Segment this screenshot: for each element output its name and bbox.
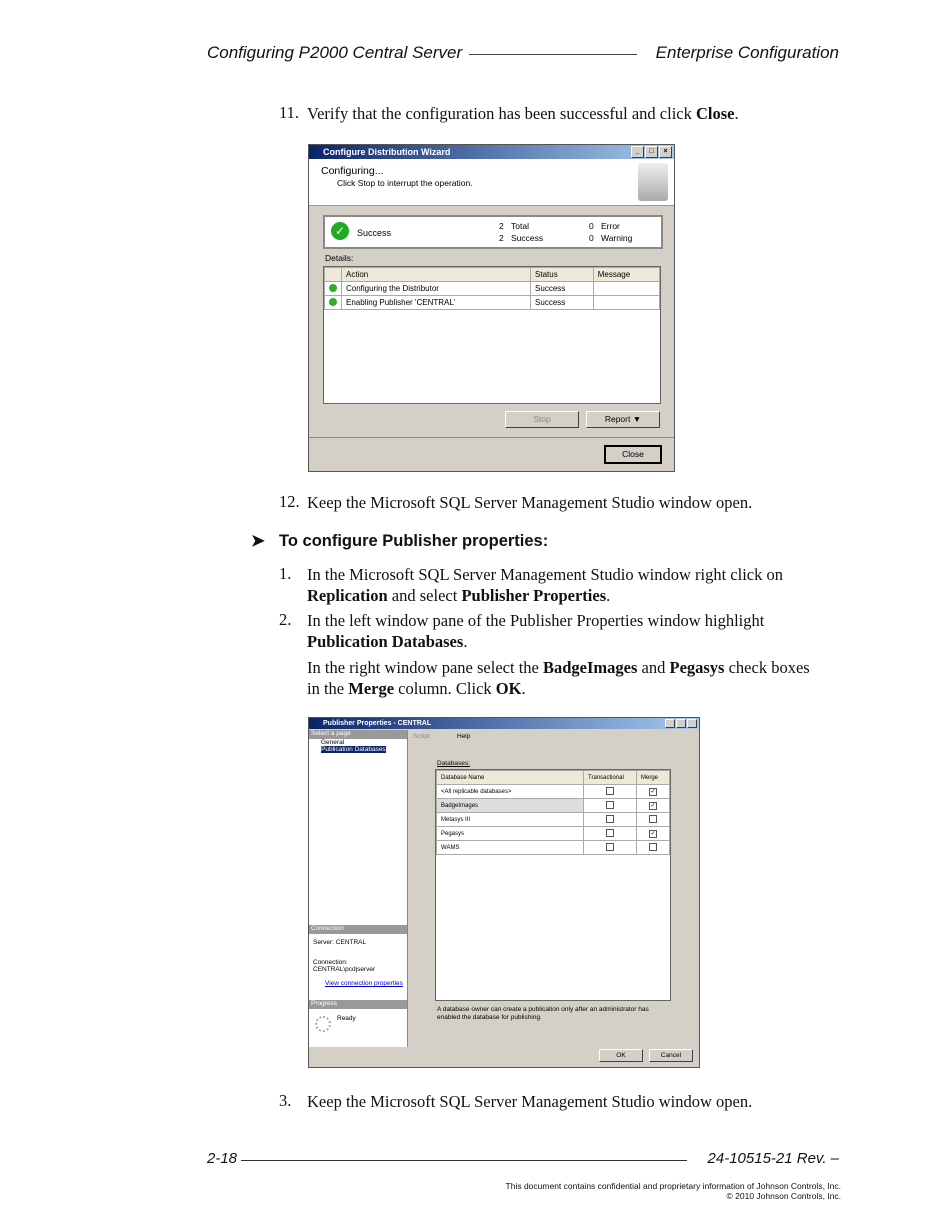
wizard-heading: Configuring... [321,165,384,177]
merge-checkbox[interactable]: ✓ [650,802,656,809]
progress-icon [315,1016,331,1032]
copyright-line: © 2010 Johnson Controls, Inc. [726,1191,841,1201]
databases-grid [435,769,671,1001]
publisher-titlebar: Publisher Properties - CENTRAL [309,718,699,729]
databases-label: Databases: [437,760,470,767]
task-heading: ➤ To configure Publisher properties: [251,532,549,550]
db-name: WAMS [437,841,584,855]
server-icon [638,163,668,201]
ok-button[interactable]: OK [599,1049,643,1062]
db-name: Metasys III [437,813,584,827]
maximize-button[interactable] [676,719,686,728]
minimize-button[interactable] [665,719,675,728]
table-row[interactable] [437,827,670,841]
column-transactional: Transactional [584,771,637,785]
step-2-number: 2. [279,610,292,629]
error-count: 0 [589,221,594,231]
header-right: Enterprise Configuration [655,43,839,62]
total-count: 2 [499,221,504,231]
table-row[interactable] [437,785,670,799]
page-number: 2-18 [207,1150,238,1167]
footer-rule [241,1160,687,1161]
summary-panel [323,215,663,249]
transactional-checkbox[interactable] [606,787,614,795]
step-12-text: Keep the Microsoft SQL Server Management Studio window open. [307,493,753,512]
step-11-text: Verify that the configuration has been successful and click Close. [307,104,739,123]
step-3-text: Keep the Microsoft SQL Server Management Studio window open. [307,1092,753,1111]
merge-checkbox[interactable] [649,815,657,823]
db-name: Pegasys [437,827,584,841]
row-status: Success [531,282,594,296]
page-footer [207,1150,839,1170]
minimize-button[interactable]: _ [631,146,644,158]
table-row[interactable] [437,841,670,855]
wizard-titlebar: Configure Distribution Wizard _ □ × [309,145,674,159]
help-button[interactable]: Help [457,733,471,740]
connection-header: Connection [309,925,407,934]
db-name: <All replicable databases> [437,785,584,799]
publishing-note: A database owner can create a publication only after an administrator has enabled the database for publishing. [437,1006,649,1021]
page-general[interactable]: General [321,739,345,746]
confidentiality-notice [506,1181,841,1201]
step-11-number: 11. [279,103,300,122]
merge-checkbox[interactable]: ✓ [650,788,656,795]
table-row[interactable] [437,799,670,813]
confidential-line: This document contains confidential and proprietary information of Johnson Controls, Inc. [505,1181,841,1191]
details-label: Details: [325,253,354,263]
row-action: Configuring the Distributor [342,282,531,296]
cancel-button[interactable]: Cancel [649,1049,693,1062]
connection-text: Connection: CENTRAL\pcdjserver [313,959,376,973]
table-row[interactable] [325,282,660,296]
status-text: Success [357,228,392,238]
close-button[interactable]: Close [604,445,662,464]
maximize-button[interactable]: □ [645,146,658,158]
arrow-icon: ➤ [251,532,265,550]
success-label: Success [511,233,544,243]
stop-button[interactable]: Stop [505,411,579,428]
column-status: Status [531,268,594,282]
step-12-number: 12. [279,492,300,511]
view-connection-link[interactable]: View connection properties [325,980,403,987]
merge-checkbox[interactable] [649,843,657,851]
row-action: Enabling Publisher 'CENTRAL' [342,296,531,310]
transactional-checkbox[interactable] [606,843,614,851]
wizard-header [309,159,674,206]
column-merge: Merge [637,771,670,785]
success-icon [329,284,337,292]
doc-number: 24-10515-21 Rev. – [707,1150,839,1167]
merge-checkbox[interactable]: ✓ [650,830,656,837]
step-2-text: In the left window pane of the Publisher Properties window highlight Publication Databases. [307,611,765,651]
total-label: Total [511,221,529,231]
details-table [323,266,661,404]
column-database-name: Database Name [437,771,584,785]
divider [309,437,674,438]
report-button[interactable]: Report ▼ [586,411,660,428]
close-x-button[interactable]: × [659,146,672,158]
column-message: Message [593,268,659,282]
success-count: 2 [499,233,504,243]
chevron-down-icon: ▼ [632,414,642,424]
left-pane [309,730,408,1047]
success-icon: ✓ [331,222,349,240]
success-icon [329,298,337,306]
row-status: Success [531,296,594,310]
script-button[interactable]: Script [413,733,430,740]
transactional-checkbox[interactable] [606,801,614,809]
error-label: Error [601,221,620,231]
header-rule [469,54,637,55]
select-page-header: Select a page [309,730,407,739]
transactional-checkbox[interactable] [606,829,614,837]
transactional-checkbox[interactable] [606,815,614,823]
warning-label: Warning [601,233,633,243]
table-row[interactable] [437,813,670,827]
configure-distribution-wizard [308,144,675,472]
step-1-number: 1. [279,564,292,583]
page-header [207,43,839,65]
step-1-text: In the Microsoft SQL Server Management Studio window right click on Replication and select Publisher Properties. [307,565,783,605]
step-2-detail: In the right window pane select the BadgeImages and Pegasys check boxes in the Merge column. Click OK. [307,658,810,698]
column-action: Action [342,268,531,282]
db-name: BadgeImages [437,799,584,813]
progress-header: Progress [309,1000,407,1009]
step-3-number: 3. [279,1091,292,1110]
page-publication-databases[interactable]: Publication Databases [321,746,386,753]
table-row[interactable] [325,296,660,310]
ready-text: Ready [337,1015,356,1022]
close-x-button[interactable] [687,719,697,728]
wizard-subheading: Click Stop to interrupt the operation. [337,178,473,188]
warning-count: 0 [589,233,594,243]
header-left: Configuring P2000 Central Server [207,43,463,62]
publisher-properties-window [308,717,700,1068]
server-text: Server: CENTRAL [313,939,367,946]
